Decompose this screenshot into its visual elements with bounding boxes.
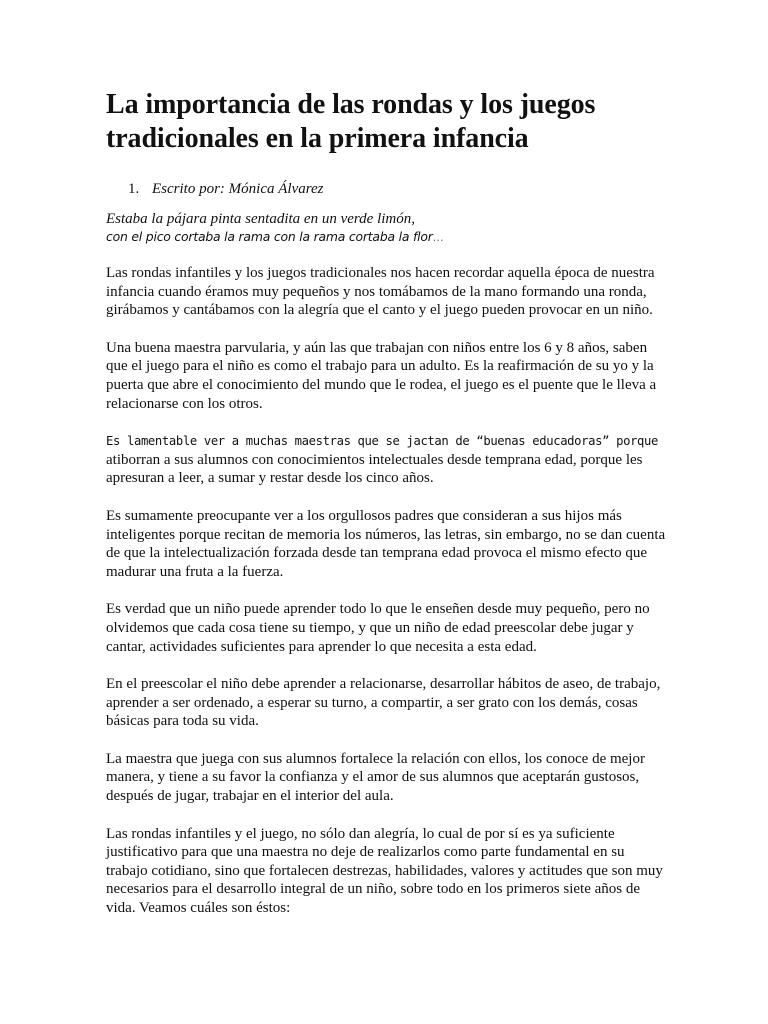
document-content xyxy=(106,88,666,917)
verse-line-2 xyxy=(106,228,666,247)
paragraph-6: En el preescolar el niño debe aprender a relacionarse, desarrollar hábitos de aseo, de trabajo, aprender a ser ordenado, a esperar su turno, a compartir, a ser grato con los demás, cosas básicas para toda su vida. xyxy=(106,676,661,730)
paragraph-1: Las rondas infantiles y los juegos tradicionales nos hacen recordar aquella época de nuestra infancia cuando éramos muy pequeños y nos tomábamos de la mano formando una ronda, girábamos y cantábamos con la alegría que el canto y el juego pueden provocar en un niño. xyxy=(106,265,655,319)
paragraph-3-first-line: Es lamentable ver a muchas maestras que se jactan de “buenas educadoras” porque xyxy=(106,434,659,449)
paragraph-4: Es sumamente preocupante ver a los orgullosos padres que consideran a sus hijos más inteligentes porque recitan de memoria los números, las letras, sin embargo, no se dan cuenta de que la intelectualización forzada desde tan temprana edad provoca el mismo efecto que madurar una fruta a la fuerza. xyxy=(106,507,666,580)
verse-line-1: Estaba la pájara pinta sentadita en un verde limón, xyxy=(106,211,416,227)
author-credit: Escrito por: Mónica Álvarez xyxy=(152,181,324,197)
opening-verse xyxy=(106,210,666,247)
paragraph-3 xyxy=(106,432,666,488)
paragraph-8: Las rondas infantiles y el juego, no sólo dan alegría, lo cual de por sí es ya suficiente justificativo para que una maestra no deje de realizarlos como parte fundamental en su trabajo cotidiano, sino que fortalecen destrezas, habilidades, valores y actitudes que son muy necesarios para el desarrollo integral de un niño, sobre todo en los primeros siete años de vida. Veamos cuáles son éstos: xyxy=(106,825,663,917)
paragraph-5: Es verdad que un niño puede aprender todo lo que le enseñen desde muy pequeño, pero no olvidemos que cada cosa tiene su tiempo, y que un niño de edad preescolar debe jugar y cantar, actividades suficientes para aprender lo que necesita a esta edad. xyxy=(106,601,650,655)
body-text xyxy=(106,264,666,937)
list-number: 1. xyxy=(128,181,140,197)
paragraph-2: Una buena maestra parvularia, y aún las que trabajan con niños entre los 6 y 8 años, saben que el juego para el niño es como el trabajo para un adulto. Es la reafirmación de su yo y la puerta que abre el conocimiento del mundo que le rodea, el juego es el puente que le lleva a relacionarse con los otros. xyxy=(106,339,657,412)
verse-line-2-text: con el pico cortaba la rama con la rama cortaba la flor xyxy=(106,229,433,244)
paragraph-7: La maestra que juega con sus alumnos fortalece la relación con ellos, los conoce de mejor manera, y tiene a su favor la confianza y el amor de sus alumnos que aceptarán gustosos, después de jugar, trabajar en el interior del aula. xyxy=(106,750,645,805)
author-list xyxy=(128,180,324,198)
paragraph-3-rest: atiborran a sus alumnos con conocimientos intelectuales desde temprana edad, porque les apresuran a leer, a sumar y restar desde los cinco años. xyxy=(106,451,643,487)
verse-ellipsis: … xyxy=(432,231,444,244)
author-list-item xyxy=(128,180,324,198)
document-title: La importancia de las rondas y los juegos tradicionales en la primera infancia xyxy=(106,89,596,154)
